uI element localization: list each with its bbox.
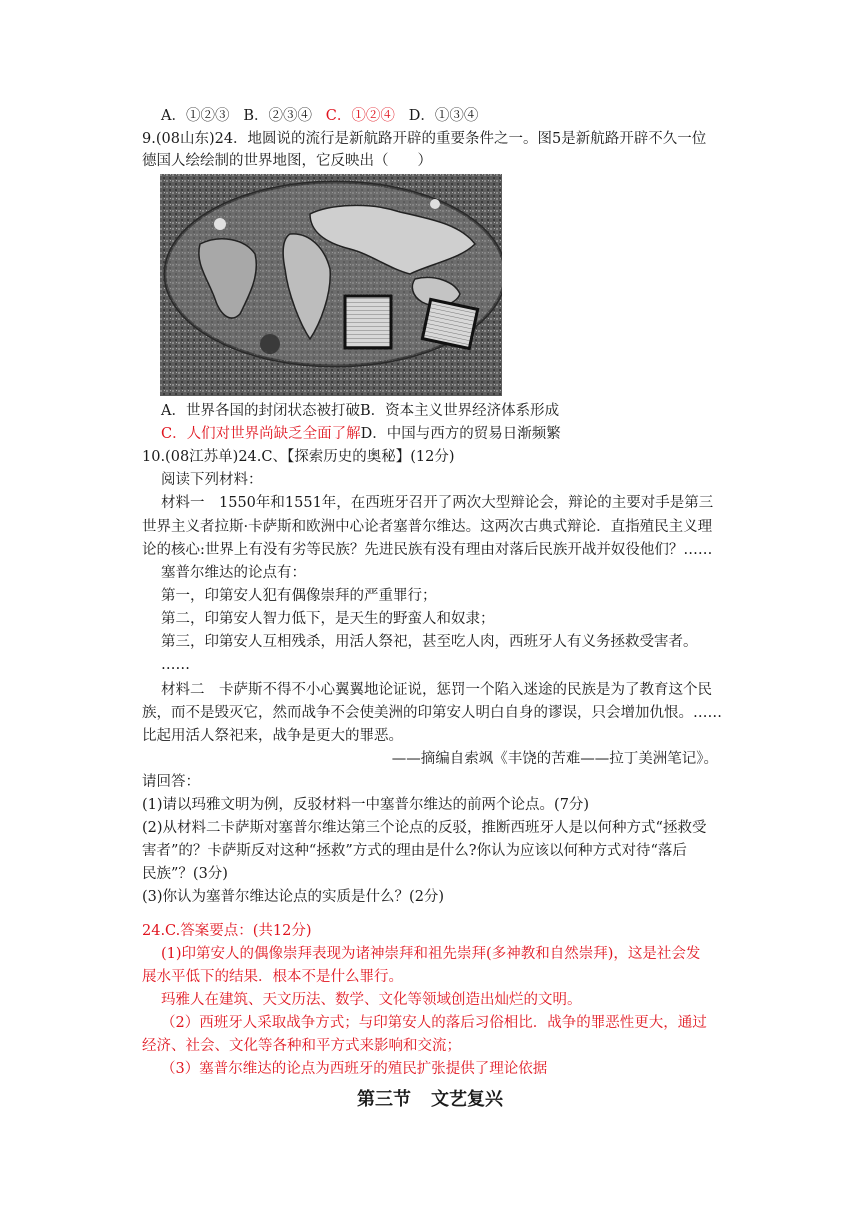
question-2-line2: 害者”的？卡萨斯反对这种“拯救”方式的理由是什么?你认为应该以何种方式对待“落后 <box>142 843 687 859</box>
material1-line1: 材料一 1550年和1551年，在西班牙召开了两次大型辩论会，辩论的主要对手是第三 <box>161 495 714 511</box>
q9-option-d: D．中国与西方的贸易日渐频繁 <box>360 426 561 442</box>
q8-option-c-answer: C．①②④ <box>325 108 395 124</box>
q9-stem-line2: 德国人绘绘制的世界地图，它反映出（ ） <box>142 153 432 169</box>
q10-header: 10.(08江苏单)24.C、【探索历史的奥秘】(12分) <box>142 449 455 465</box>
sepulveda-point3: 第三，印第安人互相残杀，用活人祭祀，甚至吃人肉，西班牙人有义务拯救受害者。 <box>161 634 698 650</box>
section-title <box>0 1085 860 1111</box>
q9-option-a: A．世界各国的封闭状态被打破 <box>161 403 360 419</box>
answer-1-line3: 玛雅人在建筑、天文历法、数学、文化等领域创造出灿烂的文明。 <box>161 992 582 1008</box>
world-map-drawing <box>160 174 502 396</box>
q8-option-d: D．①③④ <box>408 108 479 124</box>
answer-1-line2: 展水平低下的结果．根本不是什么罪行。 <box>142 969 403 985</box>
question-3: (3)你认为塞普尔维达论点的实质是什么？(2分) <box>142 889 445 905</box>
source-citation: ——摘编自索飒《丰饶的苦难——拉丁美洲笔记》。 <box>391 751 718 767</box>
q9-stem-line1: 9.(08山东)24．地圆说的流行是新航路开辟的重要条件之一。图5是新航路开辟不久一位 <box>142 131 707 147</box>
material1-line2: 世界主义者拉斯·卡萨斯和欧洲中心论者塞普尔维达。这两次古典式辩论．直指殖民主义理 <box>142 519 713 535</box>
answer-3: （3）塞普尔维达的论点为西班牙的殖民扩张提供了理论依据 <box>161 1061 548 1077</box>
answer-2-line1: （2）西班牙人采取战争方式；与印第安人的落后习俗相比．战争的罪恶性更大，通过 <box>161 1015 707 1031</box>
section-name: 文艺复兴 <box>431 1089 503 1110</box>
sepulveda-point1: 第一，印第安人犯有偶像崇拜的严重罪行； <box>161 588 437 604</box>
material1-ellipsis: …… <box>161 657 190 673</box>
question-2-line3: 民族”？(3分) <box>142 866 228 882</box>
world-map-image <box>160 174 502 396</box>
q9-options-row2 <box>161 425 561 443</box>
q9-options-row1 <box>161 402 559 420</box>
material1-line3: 论的核心:世界上有没有劣等民族？先进民族有没有理由对落后民族开战并奴役他们？…… <box>142 542 713 558</box>
q9-option-b: B．资本主义世界经济体系形成 <box>359 403 560 419</box>
answer-header: 24.C.答案要点：(共12分) <box>142 923 312 939</box>
material2-line1: 材料二 卡萨斯不得不小心翼翼地论证说，惩罚一个陷入迷途的民族是为了教育这个民 <box>161 682 712 698</box>
q8-option-a: A．①②③ <box>161 108 230 124</box>
q9-option-c-answer: C．人们对世界尚缺乏全面了解 <box>161 426 361 442</box>
q8-option-b: B．②③④ <box>243 108 312 124</box>
question-1: (1)请以玛雅文明为例，反驳材料一中塞普尔维达的前两个论点。(7分) <box>142 797 590 813</box>
material2-line2: 族，而不是毁灭它，然而战争不会使美洲的印第安人明白自身的谬误，只会增加仇恨。…… <box>142 705 722 721</box>
sepulveda-point2: 第二，印第安人智力低下，是天生的野蛮人和奴隶； <box>161 611 495 627</box>
section-number: 第三节 <box>357 1089 411 1110</box>
q10-read-instruction: 阅读下列材料： <box>161 472 263 488</box>
sepulveda-intro: 塞普尔维达的论点有： <box>161 565 306 581</box>
answer-1-line1: (1)印第安人的偶像崇拜表现为诸神崇拜和祖先崇拜(多神教和自然崇拜)，这是社会发 <box>161 946 701 962</box>
q8-options <box>161 107 478 125</box>
answer-prompt: 请回答： <box>142 774 200 790</box>
question-2-line1: (2)从材料二卡萨斯对塞普尔维达第三个论点的反驳，推断西班牙人是以何种方式“拯救受 <box>142 820 707 836</box>
answer-2-line2: 经济、社会、文化等各种和平方式来影响和交流； <box>142 1038 461 1054</box>
material2-line3: 比起用活人祭祀来，战争是更大的罪恶。 <box>142 728 403 744</box>
